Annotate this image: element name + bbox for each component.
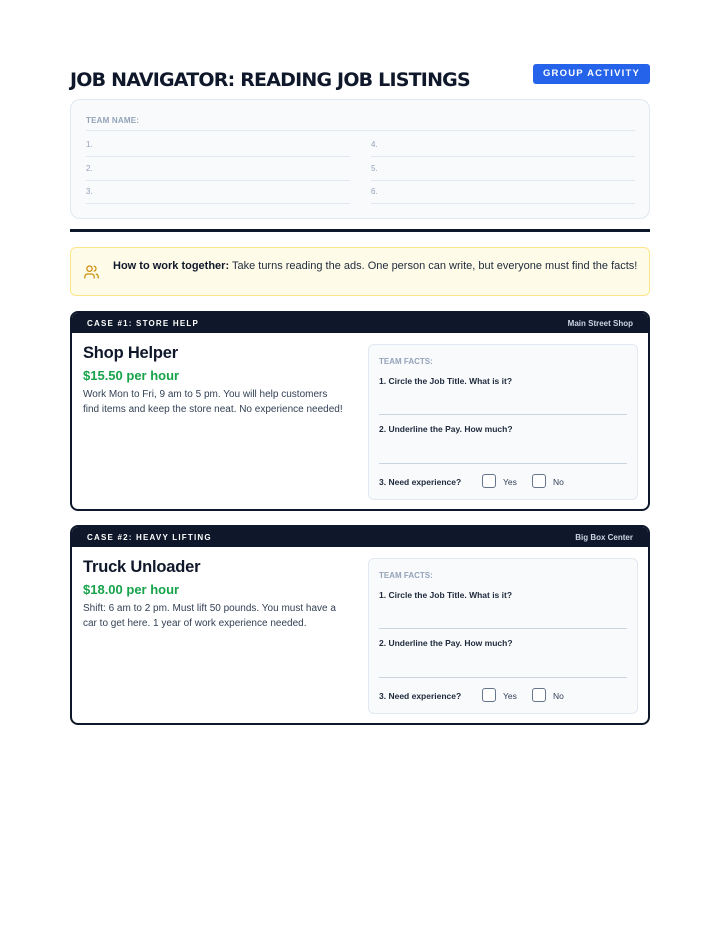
job-pay: $15.50 per hour	[83, 368, 180, 383]
answer-line-pay[interactable]	[379, 463, 627, 464]
no-checkbox[interactable]	[532, 688, 546, 702]
team-facts-label: TEAM FACTS:	[379, 357, 433, 366]
case-header-bar	[72, 527, 648, 547]
answer-line-job-title[interactable]	[379, 628, 627, 629]
team-facts-label: TEAM FACTS:	[379, 571, 433, 580]
job-pay: $18.00 per hour	[83, 582, 180, 597]
question-job-title: 1. Circle the Job Title. What is it?	[379, 590, 513, 600]
case-label: CASE #2: HEAVY LIFTING	[87, 532, 212, 542]
team-facts-panel	[368, 558, 638, 714]
group-activity-badge: GROUP ACTIVITY	[533, 64, 650, 84]
answer-line-pay[interactable]	[379, 677, 627, 678]
job-description: Work Mon to Fri, 9 am to 5 pm. You will help customers find items and keep the store neat. No experience needed!	[83, 389, 343, 415]
member-number: 1.	[86, 140, 93, 149]
team-facts-panel	[368, 344, 638, 500]
tip-bold-label: How to work together:	[113, 260, 230, 272]
member-line-2[interactable]	[86, 157, 350, 181]
member-line-4[interactable]	[371, 133, 635, 157]
tip-body: Take turns reading the ads. One person can write, but everyone must find the facts!	[229, 260, 638, 272]
yes-label: Yes	[503, 691, 517, 701]
job-title: Truck Unloader	[83, 558, 201, 576]
page-title: JOB NAVIGATOR: READING JOB LISTINGS	[70, 69, 470, 91]
case-label: CASE #1: STORE HELP	[87, 318, 200, 328]
question-pay: 2. Underline the Pay. How much?	[379, 638, 513, 648]
member-number: 5.	[371, 164, 378, 173]
case-header-bar	[72, 313, 648, 333]
no-label: No	[553, 477, 564, 487]
member-number: 2.	[86, 164, 93, 173]
yes-label: Yes	[503, 477, 517, 487]
member-line-6[interactable]	[371, 180, 635, 204]
store-name: Main Street Shop	[567, 318, 633, 328]
users-icon	[83, 264, 100, 280]
team-name-label: TEAM NAME:	[86, 116, 140, 125]
question-experience: 3. Need experience?	[379, 691, 462, 701]
store-name: Big Box Center	[575, 532, 633, 542]
team-name-box	[70, 99, 650, 219]
member-line-5[interactable]	[371, 157, 635, 181]
teamwork-tip	[70, 247, 650, 296]
case-card-1	[70, 311, 650, 511]
member-line-3[interactable]	[86, 180, 350, 204]
job-description: Shift: 6 am to 2 pm. Must lift 50 pounds. You must have a car to get here. 1 year of work experience needed.	[83, 603, 336, 629]
member-number: 3.	[86, 187, 93, 196]
job-title: Shop Helper	[83, 344, 178, 362]
section-divider	[70, 229, 650, 232]
tip-text	[113, 259, 638, 273]
header	[70, 62, 650, 92]
member-number: 6.	[371, 187, 378, 196]
question-job-title: 1. Circle the Job Title. What is it?	[379, 376, 513, 386]
yes-checkbox[interactable]	[482, 688, 496, 702]
question-experience: 3. Need experience?	[379, 477, 462, 487]
case-card-2	[70, 525, 650, 725]
question-pay: 2. Underline the Pay. How much?	[379, 424, 513, 434]
team-name-input-line[interactable]	[86, 130, 635, 131]
answer-line-job-title[interactable]	[379, 414, 627, 415]
yes-checkbox[interactable]	[482, 474, 496, 488]
no-label: No	[553, 691, 564, 701]
member-number: 4.	[371, 140, 378, 149]
member-line-1[interactable]	[86, 133, 350, 157]
no-checkbox[interactable]	[532, 474, 546, 488]
